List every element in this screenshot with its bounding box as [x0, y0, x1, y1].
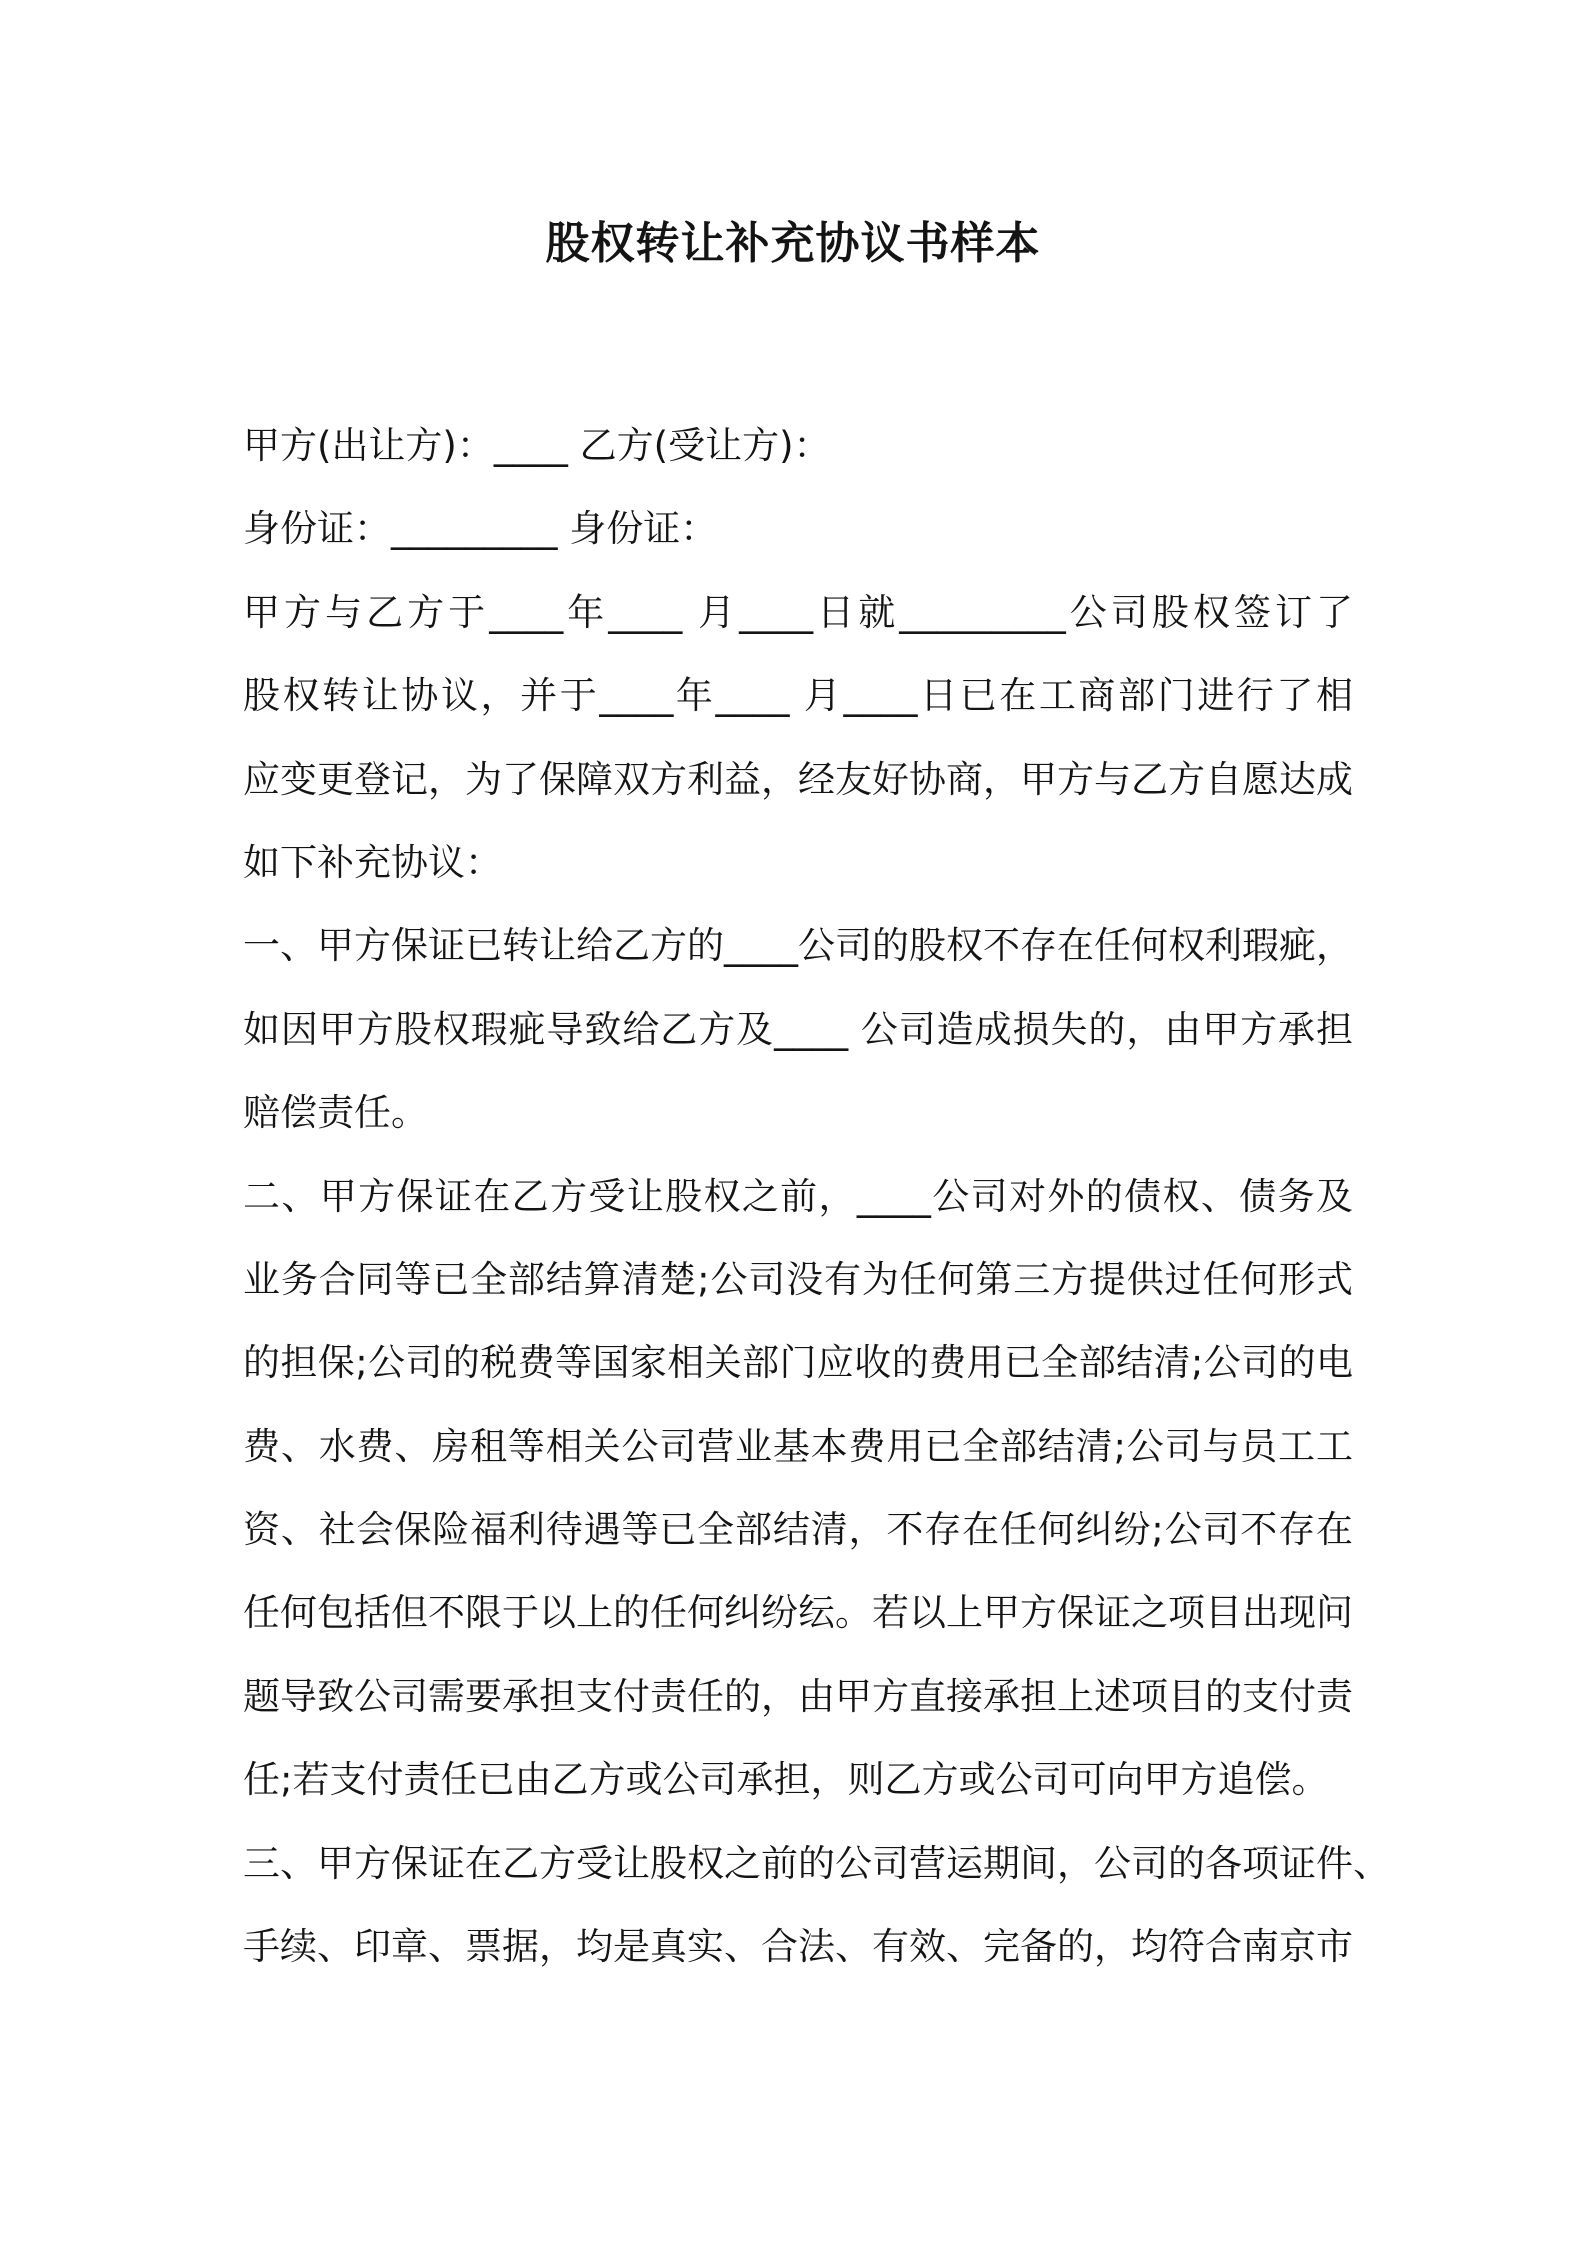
- paragraph-line: 股权转让协议，并于____年____ 月____日已在工商部门进行了相: [243, 674, 1353, 718]
- clause-two-line: 题导致公司需要承担支付责任的，由甲方直接承担上述项目的支付责: [243, 1674, 1353, 1718]
- paragraph-line: 甲方与乙方于____年____ 月____日就_________公司股权签订了: [243, 590, 1353, 634]
- id-card-line: 身份证：_________ 身份证：: [243, 507, 718, 551]
- document-title: 股权转让补充协议书样本: [545, 218, 1041, 269]
- clause-two-line: 二、甲方保证在乙方受让股权之前，____公司对外的债权、债务及: [243, 1174, 1353, 1218]
- clause-two-line: 业务合同等已全部结算清楚;公司没有为任何第三方提供过任何形式: [243, 1257, 1353, 1301]
- clause-two-line: 的担保;公司的税费等国家相关部门应收的费用已全部结清;公司的电: [243, 1341, 1353, 1385]
- clause-two-line: 任何包括但不限于以上的任何纠纷纭。若以上甲方保证之项目出现问: [243, 1591, 1353, 1635]
- clause-two-line: 费、水费、房租等相关公司营业基本费用已全部结清;公司与员工工: [243, 1424, 1353, 1468]
- clause-one-line: 赔偿责任。: [243, 1091, 428, 1135]
- document-body: [243, 404, 1390, 1988]
- clause-two-line: 任;若支付责任已由乙方或公司承担，则乙方或公司可向甲方追偿。: [243, 1758, 1329, 1802]
- paragraph-line: 应变更登记，为了保障双方利益，经友好协商，甲方与乙方自愿达成: [243, 757, 1353, 801]
- clause-two-line: 资、社会保险福利待遇等已全部结清，不存在任何纠纷;公司不存在: [243, 1508, 1353, 1552]
- paragraph-line: 如下补充协议：: [243, 840, 502, 884]
- clause-three-line: 三、甲方保证在乙方受让股权之前的公司营运期间，公司的各项证件、: [243, 1841, 1390, 1885]
- clause-one-line: 一、甲方保证已转让给乙方的____公司的股权不存在任何权利瑕疵，: [243, 924, 1353, 968]
- party-a-line: 甲方(出让方)：____ 乙方(受让方)：: [243, 424, 831, 467]
- clause-one-line: 如因甲方股权瑕疵导致给乙方及____ 公司造成损失的，由甲方承担: [243, 1007, 1353, 1051]
- clause-three-line: 手续、印章、票据，均是真实、合法、有效、完备的，均符合南京市: [243, 1925, 1353, 1969]
